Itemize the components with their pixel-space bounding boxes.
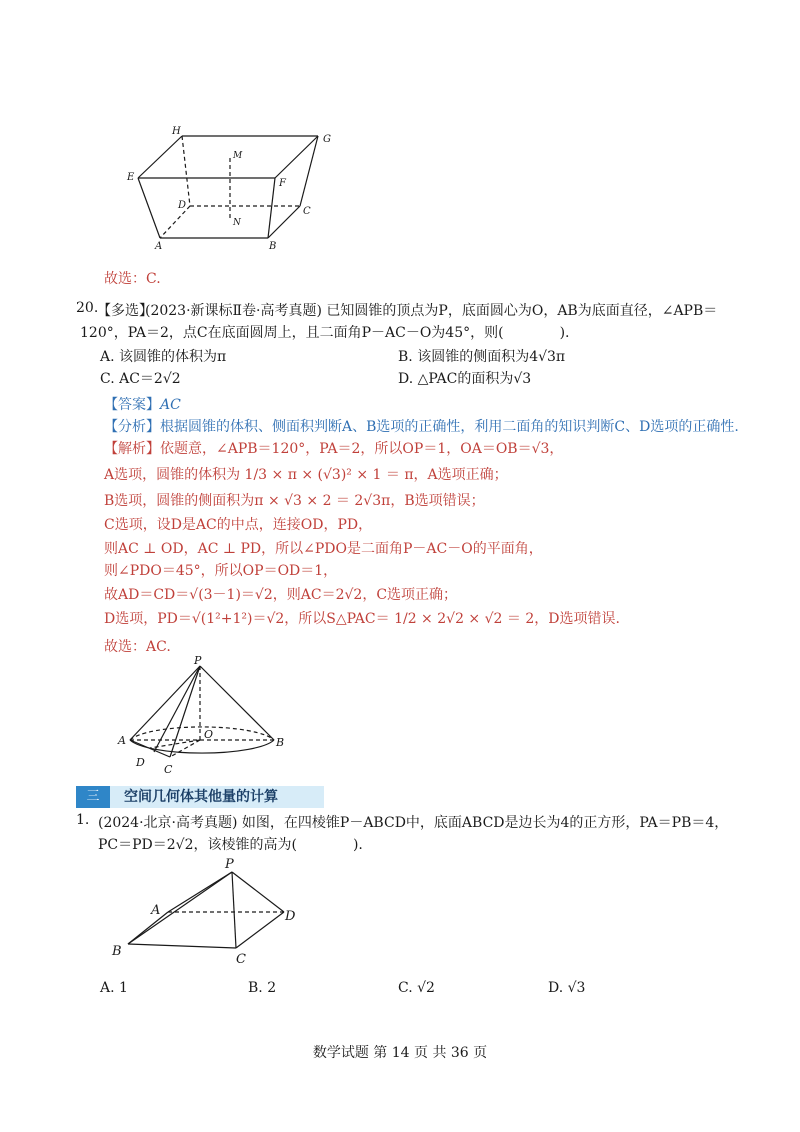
label-P: P — [225, 857, 234, 872]
label-B: B — [112, 944, 122, 959]
q1-option-c: C. √2 — [398, 980, 435, 996]
q1-number: 1. — [76, 812, 90, 828]
q20-solution-line-2: B选项，圆锥的侧面积为π × √3 × 2 ＝ 2√3π，B选项错误； — [104, 493, 485, 509]
q20-number: 20. — [76, 300, 99, 316]
label-N: N — [233, 218, 241, 228]
section-number: 三 — [76, 786, 110, 808]
q1-stem-line2: PC＝PD＝2√2，该棱锥的高为( ). — [98, 837, 363, 853]
pyramid-figure — [108, 852, 308, 968]
page-footer: 数学试题 第 14 页 共 36 页 — [312, 1045, 488, 1061]
q1-option-d: D. √3 — [548, 980, 586, 996]
label-M: M — [233, 151, 243, 161]
analysis-tag: 【分析】 — [104, 419, 160, 435]
q20-option-b: B. 该圆锥的侧面积为4√3π — [398, 349, 566, 365]
q20-solution-line-5: 则∠PDO＝45°，所以OP＝OD＝1， — [104, 563, 338, 579]
label-A: A — [151, 903, 161, 918]
answer-tag: 【答案】 — [104, 397, 160, 413]
q1-option-a: A. 1 — [100, 980, 128, 996]
q20-solution-line-7: D选项，PD＝√(1²+1²)＝√2，所以S△PAC＝ 1/2 × 2√2 × √2 ＝ 2，D选项错误. — [104, 611, 620, 627]
label-A: A — [118, 734, 126, 747]
label-P: P — [194, 654, 202, 667]
q20-stem-line1: (2023·新课标Ⅱ卷·高考真题) 已知圆锥的顶点为P，底面圆心为O，AB为底面直径，∠APB＝ — [145, 303, 718, 319]
q20-final-answer: 故选：AC. — [104, 639, 171, 655]
q1-option-b: B. 2 — [248, 980, 277, 996]
label-O: O — [204, 728, 214, 741]
analysis-text: 根据圆锥的体积、侧面积判断A、B选项的正确性，利用二面角的知识判断C、D选项的正确性. — [160, 419, 739, 435]
label-C: C — [164, 763, 173, 776]
label-B: B — [269, 241, 277, 252]
q20-option-c: C. AC＝2√2 — [100, 371, 181, 387]
label-A: A — [155, 241, 163, 252]
q20-stem-line2: 120°，PA＝2，点C在底面圆周上，且二面角P－AC－O为45°，则( ). — [80, 325, 570, 341]
q20-solution-line-0 — [104, 438, 563, 458]
label-E: E — [127, 172, 135, 183]
label-B: B — [276, 736, 285, 749]
label-H: H — [172, 126, 181, 137]
solution-text: 依题意，∠APB＝120°，PA＝2，所以OP＝1，OA＝OB＝√3， — [160, 441, 564, 457]
label-G: G — [323, 134, 331, 145]
label-F: F — [279, 178, 286, 189]
q20-solution-line-3: C选项，设D是AC的中点，连接OD，PD， — [104, 517, 373, 533]
prev-answer-line: 故选：C. — [104, 271, 161, 287]
label-D: D — [136, 756, 145, 769]
q20-option-a: A. 该圆锥的体积为π — [100, 349, 227, 365]
label-C: C — [303, 206, 311, 217]
prism-figure — [120, 122, 340, 252]
section-title: 空间几何体其他量的计算 — [124, 789, 278, 805]
label-C: C — [236, 952, 246, 967]
answer-value: AC — [160, 397, 181, 413]
q20-tag: 【多选】 — [97, 303, 153, 319]
cone-figure — [116, 654, 296, 778]
solution-tag: 【解析】 — [104, 441, 160, 457]
q20-solution-line-1: A选项，圆锥的体积为 1/3 × π × (√3)² × 1 ＝ π，A选项正确； — [104, 467, 508, 483]
q20-analysis — [104, 416, 739, 436]
q1-stem-line1: (2024·北京·高考真题) 如图，在四棱锥P－ABCD中，底面ABCD是边长为4的正方形，PA＝PB＝4， — [98, 815, 729, 831]
q20-answer — [104, 394, 181, 414]
label-D: D — [285, 909, 296, 924]
q20-solution-line-6: 故AD＝CD＝√(3－1)＝√2，则AC＝2√2，C选项正确； — [104, 587, 458, 603]
q20-option-d: D. △PAC的面积为√3 — [398, 371, 532, 387]
label-D: D — [178, 200, 187, 211]
q20-solution-line-4: 则AC ⊥ OD，AC ⊥ PD，所以∠PDO是二面角P－AC－O的平面角， — [104, 541, 543, 557]
